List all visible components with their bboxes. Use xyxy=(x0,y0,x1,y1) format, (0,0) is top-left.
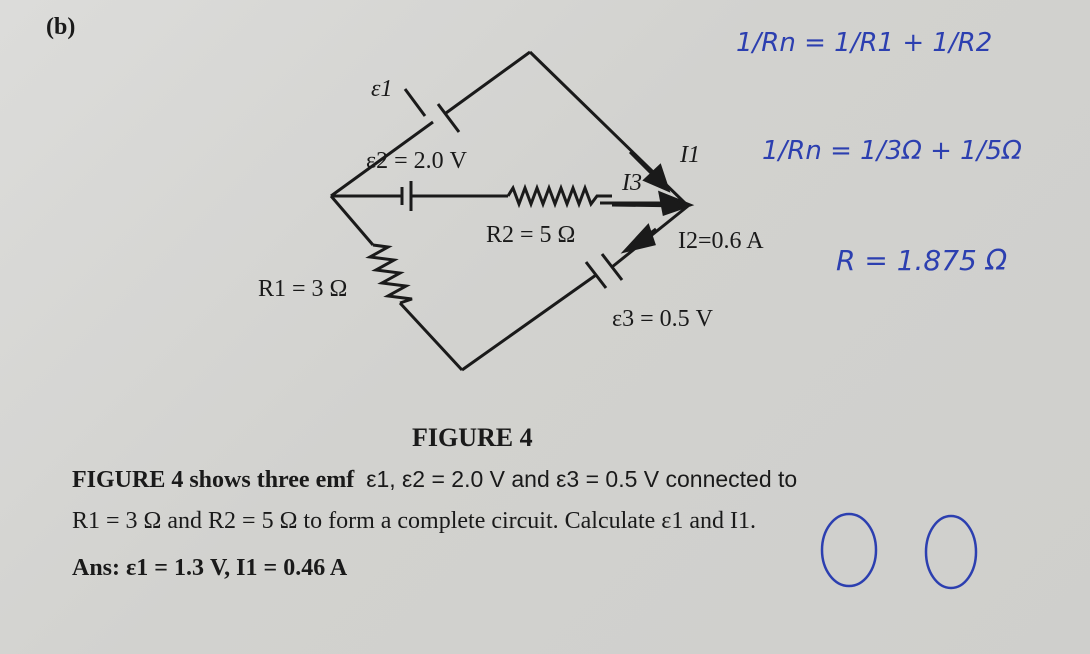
answer-line: Ans: ε1 = 1.3 V, I1 = 0.46 A xyxy=(72,555,348,581)
emf3-label: ε3 = 0.5 V xyxy=(612,306,713,332)
question-line-1-lead: FIGURE 4 shows three emf xyxy=(72,467,355,493)
r1-label: R1 = 3 Ω xyxy=(258,276,348,302)
emf1-label: ε1 xyxy=(371,76,393,102)
i1-label: I1 xyxy=(680,142,700,168)
question-line-1-values: ε1, ε2 = 2.0 V and ε3 = 0.5 V connected to xyxy=(366,466,798,492)
handwritten-result: R = 1.875 Ω xyxy=(836,244,1008,277)
circle-i1 xyxy=(926,516,976,588)
handwritten-equation-1: 1/Rn = 1/R1 + 1/R2 xyxy=(736,28,993,58)
figure-caption: FIGURE 4 xyxy=(412,423,533,452)
i3-label: I3 xyxy=(622,170,642,196)
question-line-2: R1 = 3 Ω and R2 = 5 Ω to form a complete circuit. Calculate ε1 and I1. xyxy=(72,508,756,534)
handwritten-equation-2: 1/Rn = 1/3Ω + 1/5Ω xyxy=(762,136,1022,166)
r2-label: R2 = 5 Ω xyxy=(486,222,576,248)
i2-label: I2=0.6 A xyxy=(678,228,764,254)
part-label: (b) xyxy=(46,14,76,40)
circle-emf1 xyxy=(822,514,876,586)
emf2-label: ε2 = 2.0 V xyxy=(366,148,467,174)
